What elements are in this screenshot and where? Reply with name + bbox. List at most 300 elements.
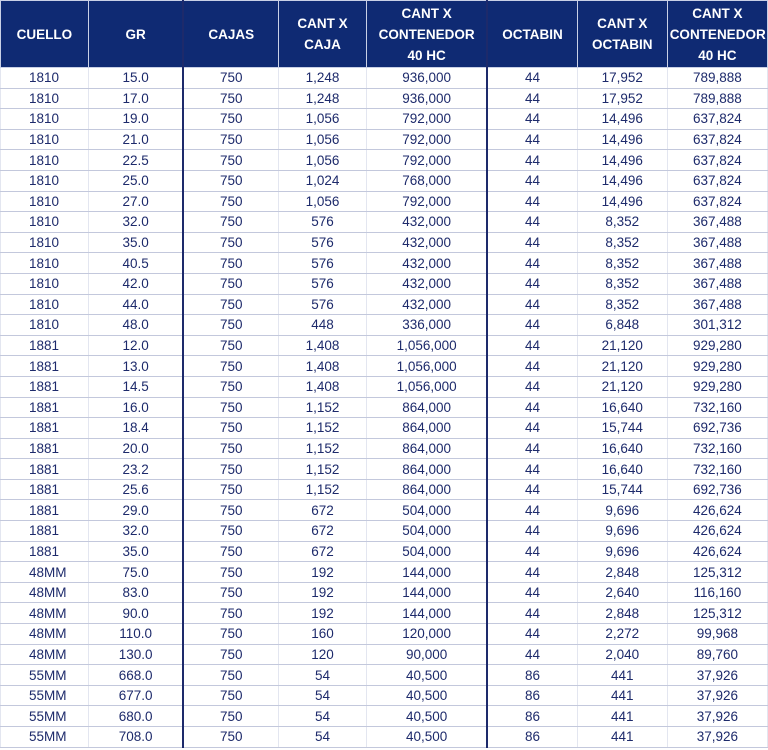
- cell-cant-caja: 160: [279, 624, 367, 645]
- cell-octabin: 44: [487, 212, 577, 233]
- cell-cant-caja: 1,056: [279, 109, 367, 130]
- cell-cant-contenedor-octabin: 367,488: [667, 232, 767, 253]
- cell-cant-octabin: 15,744: [577, 479, 667, 500]
- cell-cuello: 1881: [1, 397, 89, 418]
- cell-gr: 42.0: [88, 273, 183, 294]
- cell-cant-contenedor-cajas: 432,000: [366, 273, 487, 294]
- cell-cant-caja: 1,408: [279, 356, 367, 377]
- cell-cant-contenedor-octabin: 125,312: [667, 562, 767, 583]
- cell-cant-octabin: 8,352: [577, 232, 667, 253]
- table-row: [1, 335, 768, 356]
- cell-cant-contenedor-octabin: 367,488: [667, 294, 767, 315]
- cell-octabin: 44: [487, 109, 577, 130]
- cell-cajas: 750: [183, 521, 278, 542]
- cell-gr: 32.0: [88, 212, 183, 233]
- cell-cajas: 750: [183, 603, 278, 624]
- cell-octabin: 86: [487, 665, 577, 686]
- cell-gr: 35.0: [88, 232, 183, 253]
- table-row: [1, 459, 768, 480]
- cell-cajas: 750: [183, 562, 278, 583]
- table-row: [1, 624, 768, 645]
- cell-cajas: 750: [183, 582, 278, 603]
- table-row: [1, 500, 768, 521]
- header-cant-x-octabin: [577, 1, 667, 68]
- cell-cuello: 1881: [1, 500, 89, 521]
- cell-octabin: 44: [487, 521, 577, 542]
- cell-cant-contenedor-octabin: 637,824: [667, 109, 767, 130]
- cell-gr: 20.0: [88, 438, 183, 459]
- cell-cant-contenedor-octabin: 426,624: [667, 521, 767, 542]
- cell-cuello: 1810: [1, 150, 89, 171]
- cell-cuello: 1881: [1, 521, 89, 542]
- cell-cant-caja: 192: [279, 562, 367, 583]
- cell-cant-octabin: 14,496: [577, 170, 667, 191]
- cell-cant-octabin: 17,952: [577, 88, 667, 109]
- cell-cant-contenedor-cajas: 144,000: [366, 562, 487, 583]
- cell-gr: 27.0: [88, 191, 183, 212]
- cell-cant-contenedor-octabin: 426,624: [667, 541, 767, 562]
- cell-cuello: 1881: [1, 335, 89, 356]
- header-cant-x-contenedor-cajas: [366, 1, 487, 68]
- cell-cajas: 750: [183, 88, 278, 109]
- cell-cant-contenedor-cajas: 864,000: [366, 479, 487, 500]
- header-cant-x-contenedor-octabin: [667, 1, 767, 68]
- cell-cant-contenedor-octabin: 929,280: [667, 335, 767, 356]
- cell-cant-contenedor-octabin: 37,926: [667, 727, 767, 748]
- header-label-line: CANT X: [401, 5, 452, 21]
- cell-cant-caja: 448: [279, 315, 367, 336]
- cell-cant-caja: 1,056: [279, 150, 367, 171]
- cell-octabin: 44: [487, 191, 577, 212]
- table-row: [1, 706, 768, 727]
- cell-cant-contenedor-cajas: 40,500: [366, 727, 487, 748]
- cell-cant-contenedor-cajas: 864,000: [366, 418, 487, 439]
- cell-cant-contenedor-cajas: 792,000: [366, 191, 487, 212]
- cell-cant-caja: 54: [279, 727, 367, 748]
- table-row: [1, 88, 768, 109]
- cell-cant-caja: 1,024: [279, 170, 367, 191]
- cell-cuello: 48MM: [1, 624, 89, 645]
- table-row: [1, 315, 768, 336]
- cell-cant-contenedor-cajas: 432,000: [366, 253, 487, 274]
- cell-cant-contenedor-cajas: 432,000: [366, 294, 487, 315]
- table-row: [1, 397, 768, 418]
- cell-gr: 130.0: [88, 644, 183, 665]
- cell-octabin: 44: [487, 68, 577, 89]
- cell-cant-contenedor-cajas: 144,000: [366, 582, 487, 603]
- cell-cant-caja: 54: [279, 706, 367, 727]
- cell-cant-octabin: 8,352: [577, 212, 667, 233]
- cell-cuello: 1881: [1, 356, 89, 377]
- cell-octabin: 86: [487, 685, 577, 706]
- cell-gr: 75.0: [88, 562, 183, 583]
- cell-cant-contenedor-cajas: 40,500: [366, 665, 487, 686]
- table-row: [1, 603, 768, 624]
- table-row: [1, 68, 768, 89]
- cell-gr: 13.0: [88, 356, 183, 377]
- cell-cant-octabin: 8,352: [577, 273, 667, 294]
- cell-cajas: 750: [183, 232, 278, 253]
- cell-cajas: 750: [183, 170, 278, 191]
- cell-octabin: 44: [487, 356, 577, 377]
- table-row: [1, 438, 768, 459]
- cell-cant-octabin: 14,496: [577, 191, 667, 212]
- cell-cant-contenedor-octabin: 367,488: [667, 212, 767, 233]
- cell-cant-caja: 1,248: [279, 68, 367, 89]
- cell-cant-contenedor-cajas: 504,000: [366, 541, 487, 562]
- cell-cajas: 750: [183, 376, 278, 397]
- cell-cant-octabin: 16,640: [577, 438, 667, 459]
- cell-gr: 14.5: [88, 376, 183, 397]
- cell-octabin: 44: [487, 562, 577, 583]
- cell-cant-contenedor-cajas: 120,000: [366, 624, 487, 645]
- cell-cant-caja: 576: [279, 294, 367, 315]
- cell-gr: 40.5: [88, 253, 183, 274]
- cell-cuello: 1881: [1, 438, 89, 459]
- cell-cant-contenedor-octabin: 732,160: [667, 459, 767, 480]
- cell-cuello: 1881: [1, 541, 89, 562]
- header-label-line: CUELLO: [16, 26, 73, 42]
- cell-cuello: 1810: [1, 129, 89, 150]
- cell-cajas: 750: [183, 68, 278, 89]
- cell-cajas: 750: [183, 129, 278, 150]
- header-label-line: CONTENEDOR: [378, 26, 475, 42]
- header-label-line: CAJA: [304, 37, 341, 52]
- cell-cant-octabin: 14,496: [577, 129, 667, 150]
- cell-gr: 21.0: [88, 129, 183, 150]
- table-row: [1, 294, 768, 315]
- cell-cuello: 48MM: [1, 603, 89, 624]
- cell-gr: 25.6: [88, 479, 183, 500]
- cell-cant-caja: 1,248: [279, 88, 367, 109]
- cell-cajas: 750: [183, 212, 278, 233]
- cell-gr: 110.0: [88, 624, 183, 645]
- header-label-line: GR: [125, 26, 146, 42]
- cell-gr: 23.2: [88, 459, 183, 480]
- cell-cuello: 1810: [1, 232, 89, 253]
- cell-cant-contenedor-octabin: 116,160: [667, 582, 767, 603]
- cell-gr: 44.0: [88, 294, 183, 315]
- cell-cant-caja: 192: [279, 603, 367, 624]
- cell-gr: 708.0: [88, 727, 183, 748]
- header-label-line: CANT X: [297, 16, 348, 31]
- cell-cajas: 750: [183, 397, 278, 418]
- cell-octabin: 44: [487, 644, 577, 665]
- table-row: [1, 521, 768, 542]
- header-label-line: 40 HC: [407, 47, 446, 63]
- cell-cuello: 55MM: [1, 685, 89, 706]
- cell-cant-contenedor-cajas: 792,000: [366, 129, 487, 150]
- cell-octabin: 44: [487, 438, 577, 459]
- cell-octabin: 44: [487, 397, 577, 418]
- cell-cuello: 55MM: [1, 665, 89, 686]
- cell-cajas: 750: [183, 624, 278, 645]
- cell-octabin: 44: [487, 129, 577, 150]
- table-row: [1, 541, 768, 562]
- cell-cuello: 1810: [1, 109, 89, 130]
- cell-octabin: 44: [487, 541, 577, 562]
- cell-cant-contenedor-octabin: 37,926: [667, 706, 767, 727]
- cell-gr: 19.0: [88, 109, 183, 130]
- cell-octabin: 44: [487, 479, 577, 500]
- cell-octabin: 44: [487, 459, 577, 480]
- cell-cant-contenedor-cajas: 768,000: [366, 170, 487, 191]
- cell-cant-contenedor-cajas: 504,000: [366, 521, 487, 542]
- cell-cant-contenedor-cajas: 936,000: [366, 88, 487, 109]
- header-cajas: [183, 1, 278, 68]
- table-row: [1, 644, 768, 665]
- cell-cant-contenedor-cajas: 336,000: [366, 315, 487, 336]
- cell-cuello: 1810: [1, 253, 89, 274]
- cell-octabin: 44: [487, 253, 577, 274]
- cell-cant-caja: 576: [279, 253, 367, 274]
- cell-cant-caja: 1,056: [279, 129, 367, 150]
- cell-cajas: 750: [183, 665, 278, 686]
- cell-gr: 83.0: [88, 582, 183, 603]
- cell-cant-octabin: 9,696: [577, 541, 667, 562]
- cell-gr: 25.0: [88, 170, 183, 191]
- cell-cuello: 1810: [1, 68, 89, 89]
- cell-gr: 22.5: [88, 150, 183, 171]
- cell-cant-octabin: 15,744: [577, 418, 667, 439]
- cell-cant-contenedor-cajas: 90,000: [366, 644, 487, 665]
- header-label-line: 40 HC: [698, 47, 737, 63]
- cell-gr: 668.0: [88, 665, 183, 686]
- cell-gr: 29.0: [88, 500, 183, 521]
- header-row: [1, 1, 768, 68]
- cell-cant-contenedor-cajas: 144,000: [366, 603, 487, 624]
- table-row: [1, 273, 768, 294]
- cell-cajas: 750: [183, 315, 278, 336]
- cell-cant-contenedor-octabin: 301,312: [667, 315, 767, 336]
- cell-cant-octabin: 14,496: [577, 109, 667, 130]
- table-row: [1, 129, 768, 150]
- cell-cant-contenedor-octabin: 637,824: [667, 150, 767, 171]
- header-gr: [88, 1, 183, 68]
- cell-cant-contenedor-cajas: 432,000: [366, 212, 487, 233]
- cell-cant-octabin: 16,640: [577, 397, 667, 418]
- cell-cuello: 48MM: [1, 644, 89, 665]
- cell-cant-octabin: 21,120: [577, 335, 667, 356]
- table-body: [1, 68, 768, 748]
- cell-octabin: 44: [487, 88, 577, 109]
- cell-cant-contenedor-octabin: 125,312: [667, 603, 767, 624]
- cell-cajas: 750: [183, 418, 278, 439]
- cell-cuello: 1810: [1, 191, 89, 212]
- cell-cant-octabin: 2,640: [577, 582, 667, 603]
- cell-cant-octabin: 441: [577, 665, 667, 686]
- table-row: [1, 356, 768, 377]
- cell-cant-contenedor-octabin: 929,280: [667, 376, 767, 397]
- cell-cuello: 48MM: [1, 582, 89, 603]
- cell-cant-octabin: 441: [577, 685, 667, 706]
- table-row: [1, 582, 768, 603]
- cell-cant-octabin: 9,696: [577, 521, 667, 542]
- table-row: [1, 109, 768, 130]
- table-row: [1, 479, 768, 500]
- table-row: [1, 191, 768, 212]
- cell-cant-caja: 672: [279, 521, 367, 542]
- cell-cant-caja: 1,408: [279, 376, 367, 397]
- cell-octabin: 86: [487, 727, 577, 748]
- cell-cant-octabin: 2,848: [577, 562, 667, 583]
- cell-cuello: 1810: [1, 315, 89, 336]
- table-row: [1, 212, 768, 233]
- cell-cuello: 55MM: [1, 727, 89, 748]
- cell-cajas: 750: [183, 459, 278, 480]
- cell-cant-contenedor-octabin: 37,926: [667, 685, 767, 706]
- cell-cant-contenedor-cajas: 40,500: [366, 685, 487, 706]
- cell-gr: 48.0: [88, 315, 183, 336]
- cell-cant-contenedor-octabin: 732,160: [667, 438, 767, 459]
- cell-octabin: 44: [487, 418, 577, 439]
- cell-cuello: 1810: [1, 294, 89, 315]
- cell-cant-contenedor-octabin: 789,888: [667, 88, 767, 109]
- table-row: [1, 418, 768, 439]
- cell-octabin: 44: [487, 500, 577, 521]
- header-cant-x-caja: [279, 1, 367, 68]
- cell-cant-contenedor-octabin: 426,624: [667, 500, 767, 521]
- cell-gr: 18.4: [88, 418, 183, 439]
- cell-cajas: 750: [183, 335, 278, 356]
- table-row: [1, 685, 768, 706]
- cell-cuello: 1881: [1, 479, 89, 500]
- cell-cant-contenedor-cajas: 864,000: [366, 397, 487, 418]
- cell-cajas: 750: [183, 253, 278, 274]
- cell-gr: 16.0: [88, 397, 183, 418]
- table-header: [1, 1, 768, 68]
- cell-cant-contenedor-cajas: 432,000: [366, 232, 487, 253]
- cell-gr: 32.0: [88, 521, 183, 542]
- cell-cant-contenedor-octabin: 367,488: [667, 253, 767, 274]
- cell-gr: 12.0: [88, 335, 183, 356]
- cell-cant-contenedor-octabin: 367,488: [667, 273, 767, 294]
- cell-cant-octabin: 8,352: [577, 294, 667, 315]
- cell-octabin: 44: [487, 582, 577, 603]
- cell-cant-caja: 1,152: [279, 397, 367, 418]
- cell-cant-octabin: 17,952: [577, 68, 667, 89]
- table-row: [1, 562, 768, 583]
- cell-cajas: 750: [183, 479, 278, 500]
- cell-cant-contenedor-cajas: 1,056,000: [366, 356, 487, 377]
- cell-cant-octabin: 9,696: [577, 500, 667, 521]
- cell-cant-caja: 1,152: [279, 459, 367, 480]
- cell-cuello: 1810: [1, 88, 89, 109]
- cell-cant-octabin: 8,352: [577, 253, 667, 274]
- table-row: [1, 376, 768, 397]
- cell-gr: 677.0: [88, 685, 183, 706]
- cell-cant-contenedor-octabin: 637,824: [667, 191, 767, 212]
- header-label-line: CANT X: [597, 16, 648, 31]
- cell-cant-octabin: 441: [577, 727, 667, 748]
- cell-cajas: 750: [183, 685, 278, 706]
- cell-cant-caja: 1,152: [279, 418, 367, 439]
- cell-octabin: 44: [487, 294, 577, 315]
- cell-cant-contenedor-octabin: 692,736: [667, 479, 767, 500]
- table-row: [1, 727, 768, 748]
- cell-cant-contenedor-cajas: 936,000: [366, 68, 487, 89]
- cell-cant-contenedor-octabin: 99,968: [667, 624, 767, 645]
- cell-cant-contenedor-cajas: 504,000: [366, 500, 487, 521]
- cell-cajas: 750: [183, 727, 278, 748]
- cell-cuello: 1881: [1, 376, 89, 397]
- cell-octabin: 44: [487, 273, 577, 294]
- header-label-line: OCTABIN: [591, 37, 653, 52]
- cell-cant-octabin: 14,496: [577, 150, 667, 171]
- cell-cant-caja: 576: [279, 232, 367, 253]
- cell-gr: 15.0: [88, 68, 183, 89]
- table-row: [1, 150, 768, 171]
- cell-octabin: 44: [487, 232, 577, 253]
- cell-cajas: 750: [183, 273, 278, 294]
- cell-cuello: 1881: [1, 459, 89, 480]
- cell-cajas: 750: [183, 294, 278, 315]
- cell-cant-octabin: 21,120: [577, 356, 667, 377]
- cell-cant-caja: 1,152: [279, 438, 367, 459]
- cell-octabin: 86: [487, 706, 577, 727]
- cell-cant-caja: 576: [279, 273, 367, 294]
- table-row: [1, 170, 768, 191]
- cell-cajas: 750: [183, 706, 278, 727]
- cell-cajas: 750: [183, 109, 278, 130]
- cell-cant-caja: 120: [279, 644, 367, 665]
- cell-cant-contenedor-cajas: 864,000: [366, 459, 487, 480]
- cell-cuello: 1810: [1, 273, 89, 294]
- cell-cant-contenedor-cajas: 1,056,000: [366, 335, 487, 356]
- cell-cant-octabin: 2,040: [577, 644, 667, 665]
- cell-cant-contenedor-octabin: 929,280: [667, 356, 767, 377]
- cell-cant-contenedor-octabin: 37,926: [667, 665, 767, 686]
- cell-cuello: 1881: [1, 418, 89, 439]
- cell-cant-caja: 1,056: [279, 191, 367, 212]
- cell-cant-caja: 54: [279, 685, 367, 706]
- cell-cajas: 750: [183, 356, 278, 377]
- cell-cajas: 750: [183, 541, 278, 562]
- cell-cant-octabin: 441: [577, 706, 667, 727]
- cell-cant-contenedor-octabin: 637,824: [667, 129, 767, 150]
- cell-octabin: 44: [487, 150, 577, 171]
- cell-cajas: 750: [183, 644, 278, 665]
- cell-cajas: 750: [183, 150, 278, 171]
- cell-cajas: 750: [183, 438, 278, 459]
- cell-cant-caja: 1,152: [279, 479, 367, 500]
- cell-cant-contenedor-cajas: 864,000: [366, 438, 487, 459]
- cell-cant-caja: 672: [279, 500, 367, 521]
- cell-cant-contenedor-cajas: 40,500: [366, 706, 487, 727]
- cell-octabin: 44: [487, 335, 577, 356]
- cell-cant-contenedor-octabin: 789,888: [667, 68, 767, 89]
- header-label-line: CANT X: [692, 5, 743, 21]
- cell-cajas: 750: [183, 500, 278, 521]
- cell-cuello: 48MM: [1, 562, 89, 583]
- cell-gr: 17.0: [88, 88, 183, 109]
- cell-cant-caja: 54: [279, 665, 367, 686]
- table-row: [1, 253, 768, 274]
- cell-cant-contenedor-cajas: 792,000: [366, 109, 487, 130]
- cell-octabin: 44: [487, 603, 577, 624]
- cell-cant-contenedor-cajas: 1,056,000: [366, 376, 487, 397]
- cell-cant-contenedor-octabin: 89,760: [667, 644, 767, 665]
- cell-cant-octabin: 21,120: [577, 376, 667, 397]
- cell-cant-octabin: 2,848: [577, 603, 667, 624]
- header-label-line: OCTABIN: [502, 26, 563, 42]
- cell-cajas: 750: [183, 191, 278, 212]
- cell-cant-contenedor-octabin: 732,160: [667, 397, 767, 418]
- cell-cant-octabin: 2,272: [577, 624, 667, 645]
- table-row: [1, 665, 768, 686]
- cell-cuello: 55MM: [1, 706, 89, 727]
- cell-cuello: 1810: [1, 170, 89, 191]
